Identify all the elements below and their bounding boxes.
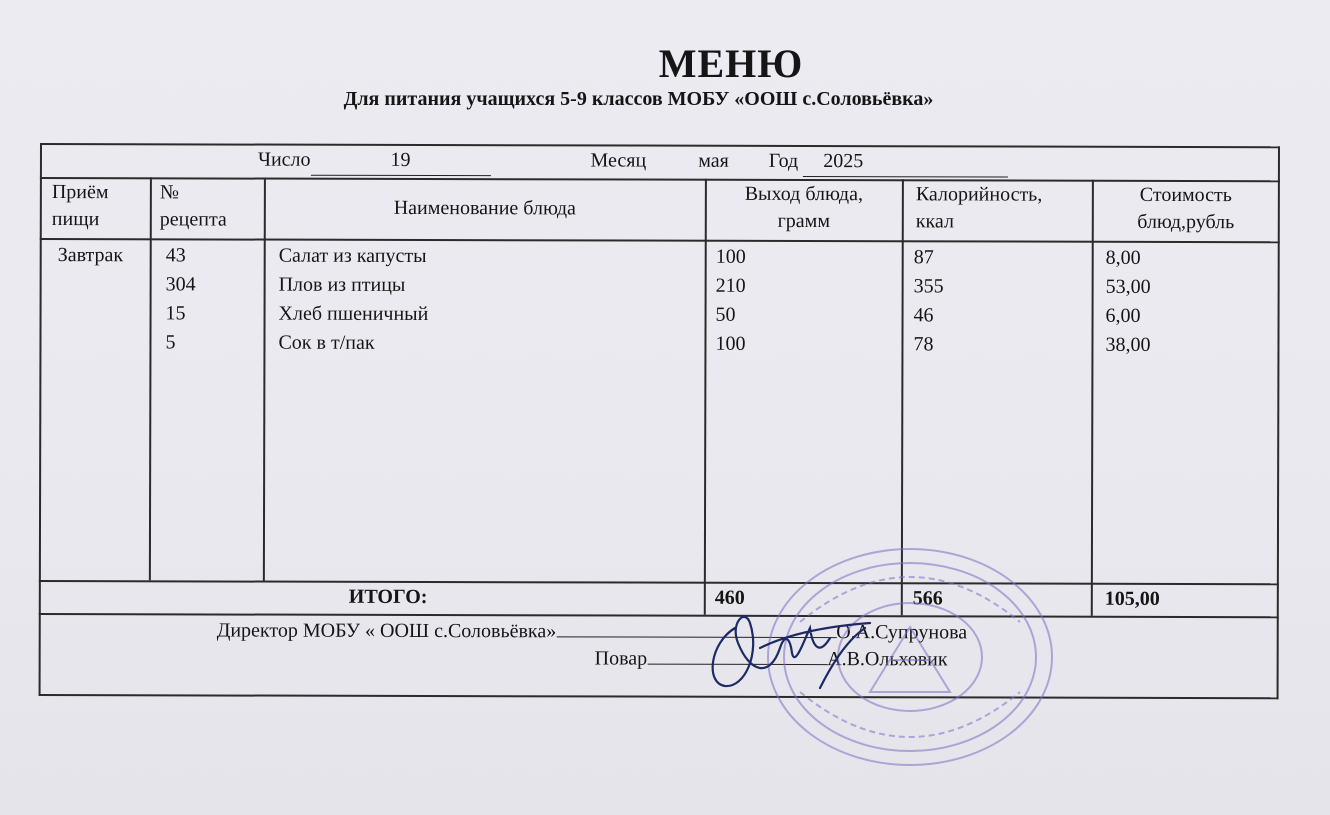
total-label: ИТОГО: bbox=[348, 585, 428, 609]
month-value: мая bbox=[698, 149, 729, 172]
table-cell: 210 bbox=[715, 274, 746, 297]
director-name: О.А.Супрунова bbox=[836, 621, 968, 644]
table-cell: 100 bbox=[715, 332, 746, 355]
director-signature-line bbox=[217, 616, 968, 647]
table-cell: 8,00 bbox=[1105, 246, 1141, 269]
page-title: МЕНЮ bbox=[658, 41, 804, 86]
cost-column bbox=[1105, 244, 1150, 360]
table-cell: 38,00 bbox=[1105, 333, 1151, 356]
col-header-yield: Выход блюда, грамм bbox=[744, 182, 864, 233]
col-header-cost: Стоимость блюд,рубль bbox=[1137, 183, 1235, 234]
year-value: 2025 bbox=[803, 147, 1008, 178]
table-cell: 53,00 bbox=[1105, 275, 1151, 298]
year-label: Год bbox=[768, 149, 799, 172]
page-subtitle: Для питания учащихся 5-9 классов МОБУ «ООШ с.Соловьёвка» bbox=[343, 88, 934, 110]
table-cell: 304 bbox=[165, 273, 196, 296]
total-yield: 460 bbox=[714, 586, 745, 609]
total-cost: 105,00 bbox=[1104, 587, 1160, 610]
cook-name: А.В.Ольховик bbox=[827, 648, 948, 671]
table-cell: 78 bbox=[913, 333, 934, 356]
table-cell: Салат из капусты bbox=[278, 244, 427, 268]
col-header-calories: Калорийность, ккал bbox=[915, 183, 1043, 233]
table-cell: 50 bbox=[715, 303, 736, 326]
table-cell: 100 bbox=[715, 245, 746, 268]
col-header-meal: Приём пищи bbox=[51, 181, 109, 231]
month-label: Месяц bbox=[590, 149, 647, 172]
cook-signature-line bbox=[595, 644, 948, 674]
table-cell: 87 bbox=[913, 246, 934, 269]
table-cell: Сок в т/пак bbox=[278, 331, 375, 354]
table-cell: 6,00 bbox=[1105, 304, 1141, 327]
dish-column bbox=[278, 242, 428, 358]
calories-column bbox=[913, 243, 943, 359]
cook-label: Повар bbox=[594, 647, 648, 670]
day-value: 19 bbox=[310, 146, 490, 176]
col-header-dish: Наименование блюда bbox=[393, 196, 576, 220]
meal-name: Завтрак bbox=[57, 244, 124, 267]
table-cell: 355 bbox=[913, 275, 944, 298]
yield-column bbox=[715, 243, 745, 359]
table-cell: Хлеб пшеничный bbox=[278, 302, 429, 326]
menu-table bbox=[39, 143, 1280, 699]
col-header-recipe: № рецепта bbox=[159, 181, 227, 231]
recipe-column bbox=[165, 241, 195, 357]
total-calories: 566 bbox=[912, 587, 943, 610]
director-label: Директор МОБУ « ООШ с.Соловьёвка» bbox=[216, 619, 557, 643]
table-cell: 46 bbox=[913, 304, 934, 327]
date-row bbox=[258, 146, 1008, 178]
table-cell: 5 bbox=[165, 331, 176, 354]
table-cell: 43 bbox=[165, 244, 186, 267]
table-cell: Плов из птицы bbox=[278, 273, 406, 296]
day-label: Число bbox=[257, 148, 311, 171]
table-cell: 15 bbox=[165, 302, 186, 325]
